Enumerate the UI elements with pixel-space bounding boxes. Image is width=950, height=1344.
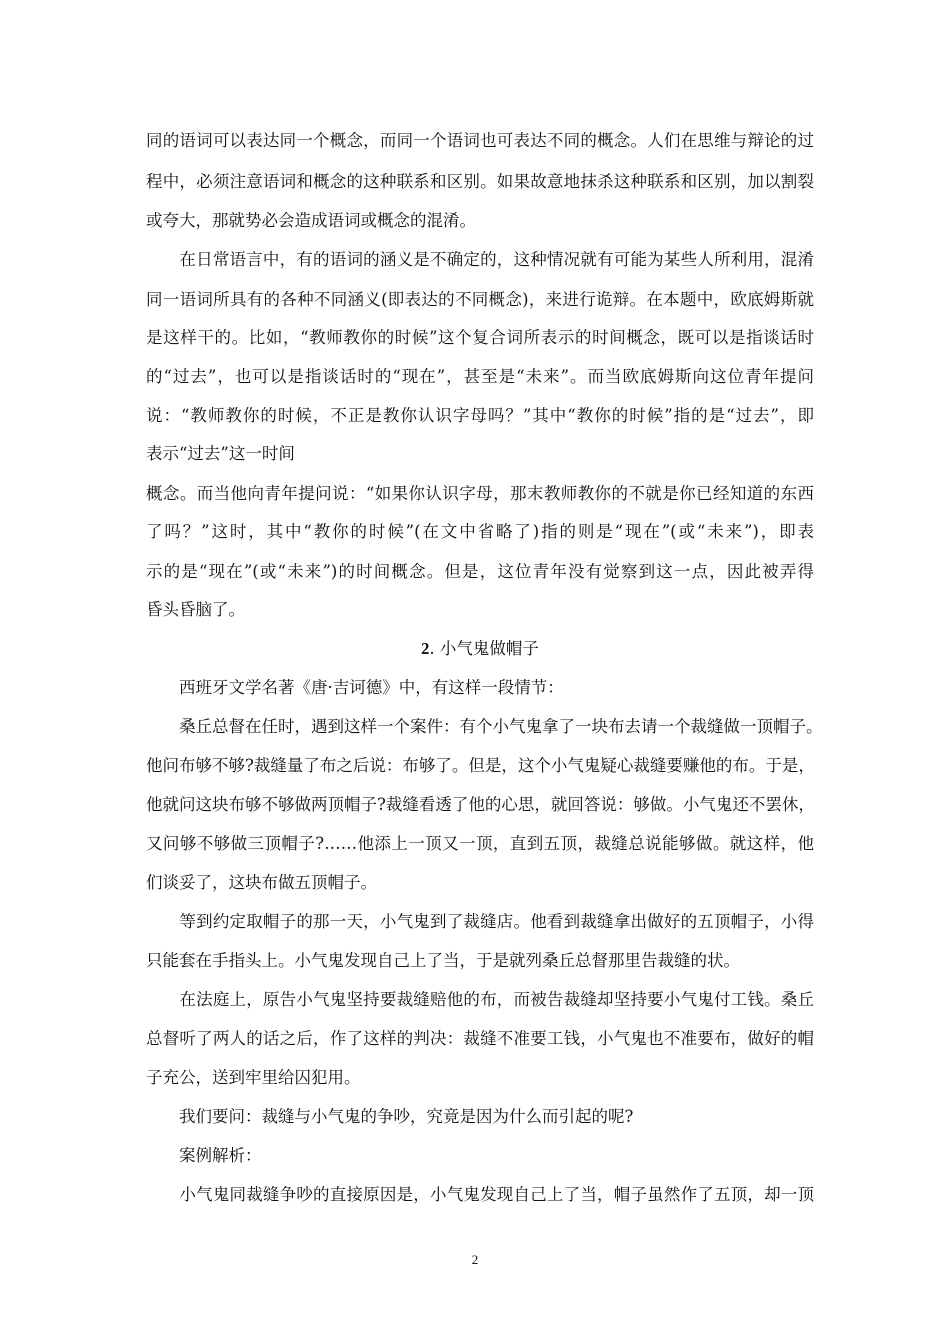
text-line: 的“过去”，也可以是指谈话时的“现在”，甚至是“未来”。而当欧底姆斯向这位青年提问 — [146, 367, 814, 386]
text-line: 我们要问：裁缝与小气鬼的争吵，究竟是因为什么而引起的呢? — [146, 1107, 634, 1126]
text-line: 昏头昏脑了。 — [146, 600, 245, 619]
text-line: 子充公，送到牢里给囚犯用。 — [146, 1068, 361, 1087]
text-line: 小气鬼同裁缝争吵的直接原因是，小气鬼发现自己上了当，帽子虽然作了五顶，却一顶 — [146, 1185, 814, 1204]
text-line: 在日常语言中，有的语词的涵义是不确定的，这种情况就有可能为某些人所利用，混淆 — [146, 250, 814, 269]
page-number: 2 — [471, 1252, 479, 1267]
text-line: 概念。而当他向青年提问说：“如果你认识字母，那末教师教你的不就是你已经知道的东西 — [146, 484, 814, 503]
text-line: 了吗？”这时，其中“教你的时候”(在文中省略了)指的则是“现在”(或“未来”)，即表 — [146, 522, 814, 541]
text-line: 案例解析： — [146, 1146, 262, 1165]
section-number: 2 — [421, 639, 430, 658]
text-line: 是这样干的。比如，“教师教你的时候”这个复合词所表示的时间概念，既可以是指谈话时 — [146, 328, 814, 347]
text-line: 他问布够不够?裁缝量了布之后说：布够了。但是，这个小气鬼疑心裁缝要赚他的布。于是， — [146, 756, 815, 775]
text-line: 只能套在手指头上。小气鬼发现自己上了当，于是就列桑丘总督那里告裁缝的状。 — [146, 951, 740, 970]
text-line: 说：“教师教你的时候，不正是教你认识字母吗？”其中“教你的时候”指的是“过去”，即 — [146, 406, 814, 425]
text-line: 表示“过去”这一时间 — [146, 444, 295, 463]
text-line: 们谈妥了，这块布做五顶帽子。 — [146, 873, 377, 892]
section-heading — [146, 639, 814, 659]
text-line: 桑丘总督在任时，遇到这样一个案件：有个小气鬼拿了一块布去请一个裁缝做一顶帽子。 — [146, 717, 823, 736]
text-line: 在法庭上，原告小气鬼坚持要裁缝赔他的布，而被告裁缝却坚持要小气鬼付工钱。桑丘 — [146, 990, 814, 1009]
text-line: 示的是“现在”(或“未来”)的时间概念。但是，这位青年没有觉察到这一点，因此被弄得 — [146, 562, 814, 581]
text-line: 同一语词所具有的各种不同涵义(即表达的不同概念)，来进行诡辩。在本题中，欧底姆斯就 — [146, 290, 814, 309]
text-line: 同的语词可以表达同一个概念，而同一个语词也可表达不同的概念。人们在思维与辩论的过 — [146, 131, 814, 150]
section-title: . 小气鬼做帽子 — [429, 639, 539, 658]
text-line: 又问够不够做三顶帽子?……他添上一顶又一顶，直到五顶，裁缝总说能够做。就这样，他 — [146, 834, 814, 853]
text-line: 西班牙文学名著《唐·吉诃德》中，有这样一段情节： — [146, 678, 564, 697]
text-line: 等到约定取帽子的那一天，小气鬼到了裁缝店。他看到裁缝拿出做好的五顶帽子，小得 — [146, 912, 814, 931]
text-line: 他就问这块布够不够做两顶帽子?裁缝看透了他的心思，就回答说：够做。小气鬼还不罢休， — [146, 795, 815, 814]
text-line: 总督听了两人的话之后，作了这样的判决：裁缝不准要工钱，小气鬼也不准要布，做好的帽 — [146, 1029, 814, 1048]
text-line: 或夸大，那就势必会造成语词或概念的混淆。 — [146, 211, 476, 230]
text-line: 程中，必须注意语词和概念的这种联系和区别。如果故意地抹杀这种联系和区别，加以割裂 — [146, 172, 814, 191]
